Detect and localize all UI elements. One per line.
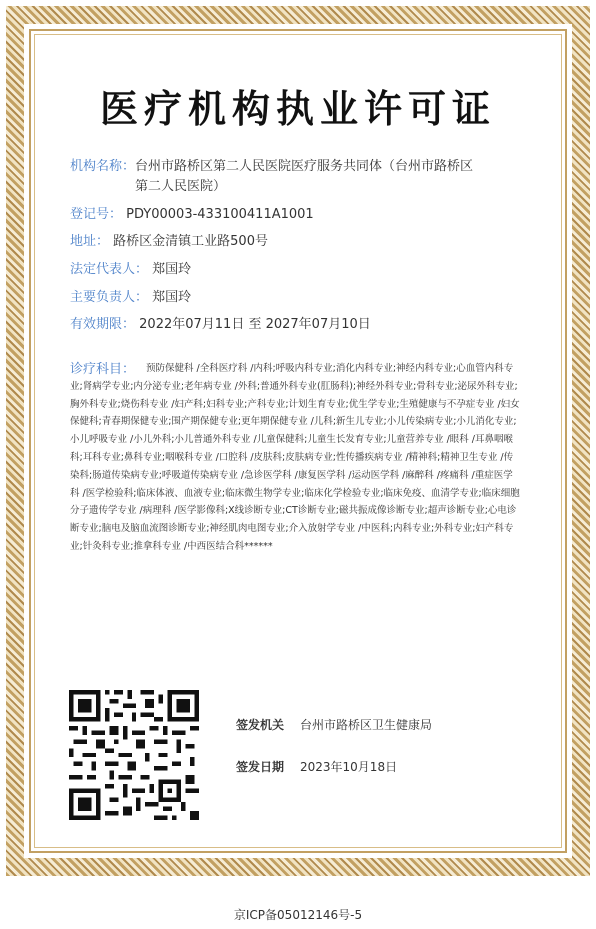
chief-value: 郑国玲 [152,290,192,305]
address-row [70,232,268,252]
legal-representative-row [70,260,191,280]
registration-label: 登记号： [70,207,123,222]
icp-footer[interactable]: 京ICP备05012146号-5 [233,908,363,922]
registration-value: PDY00003-433100411A1001 [126,207,314,222]
legal-representative-value: 郑国玲 [152,262,192,277]
scope-label: 诊疗科目： [70,362,136,377]
institution-name-row [70,157,510,197]
registration-row [70,205,314,225]
scope-value: 预防保健科 /全科医疗科 /内科;呼吸内科专业;消化内科专业;神经内科专业;心血管内科专业;肾病学专业;内分泌专业;老年病专业 /外科;普通外科专业(肛肠科);神经外科专业;骨科专业;泌尿外科专业;胸外科专业;烧伤科专业 /妇产科;妇科专业;产科专业;计划生育专业;优生学专业;生殖健康与不孕症专业 /妇女保健科;青春期保健专业;围产期保健专业;更年期保健专业 /儿科;新生儿专业;小儿传染病专业;小儿消化专业;小儿呼吸专业 /小儿外科;小儿普通外科专业 /儿童保健科;儿童生长发育专业;儿童营养专业 /眼科 /耳鼻咽喉科;耳科专业;鼻科专业;咽喉科专业 /口腔科 /皮肤科;皮肤病专业;性传播疾病专业 /精神科;精神卫生专业 /传染科;肠道传染病专业;呼吸道传染病专业 /急诊医学科 /康复医学科 /运动医学科 /麻醉科 /疼痛科 /重症医学科 /医学检验科;临床体液、血液专业;临床微生物学专业;临床化学检验专业;临床免疫、血清学专业;临床细胞分子遗传学专业 /病理科 /医学影像科;X线诊断专业;CT诊断专业;磁共振成像诊断专业;超声诊断专业;心电诊断专业;脑电及脑血流图诊断专业;神经肌肉电图专业;介入放射学专业 /中医科;内科专业;外科专业;妇产科专业;针灸科专业;推拿科专业 /中西医结合科****** [70,363,520,552]
validity-value: 2022年07月11日 至 2027年07月10日 [139,317,371,332]
certificate-title: 医疗机构执业许可证 [99,86,496,131]
validity-label: 有效期限： [70,317,136,332]
issuing-authority-label: 签发机关 [236,718,285,732]
legal-representative-label: 法定代表人： [70,262,149,277]
institution-name-label: 机构名称： [70,159,136,174]
issue-date-label: 签发日期 [236,760,285,774]
validity-row [70,315,371,335]
institution-name-value: 台州市路桥区第二人民医院医疗服务共同体（台州市路桥区第二人民医院） [135,159,474,194]
chief-row [70,288,191,308]
address-value: 路桥区金清镇工业路500号 [113,234,268,249]
issuing-authority-value: 台州市路桥区卫生健康局 [300,718,433,732]
issue-date-value: 2023年10月18日 [300,760,398,774]
qr-code-icon [69,690,199,820]
address-label: 地址： [70,234,110,249]
chief-label: 主要负责人： [70,290,149,305]
